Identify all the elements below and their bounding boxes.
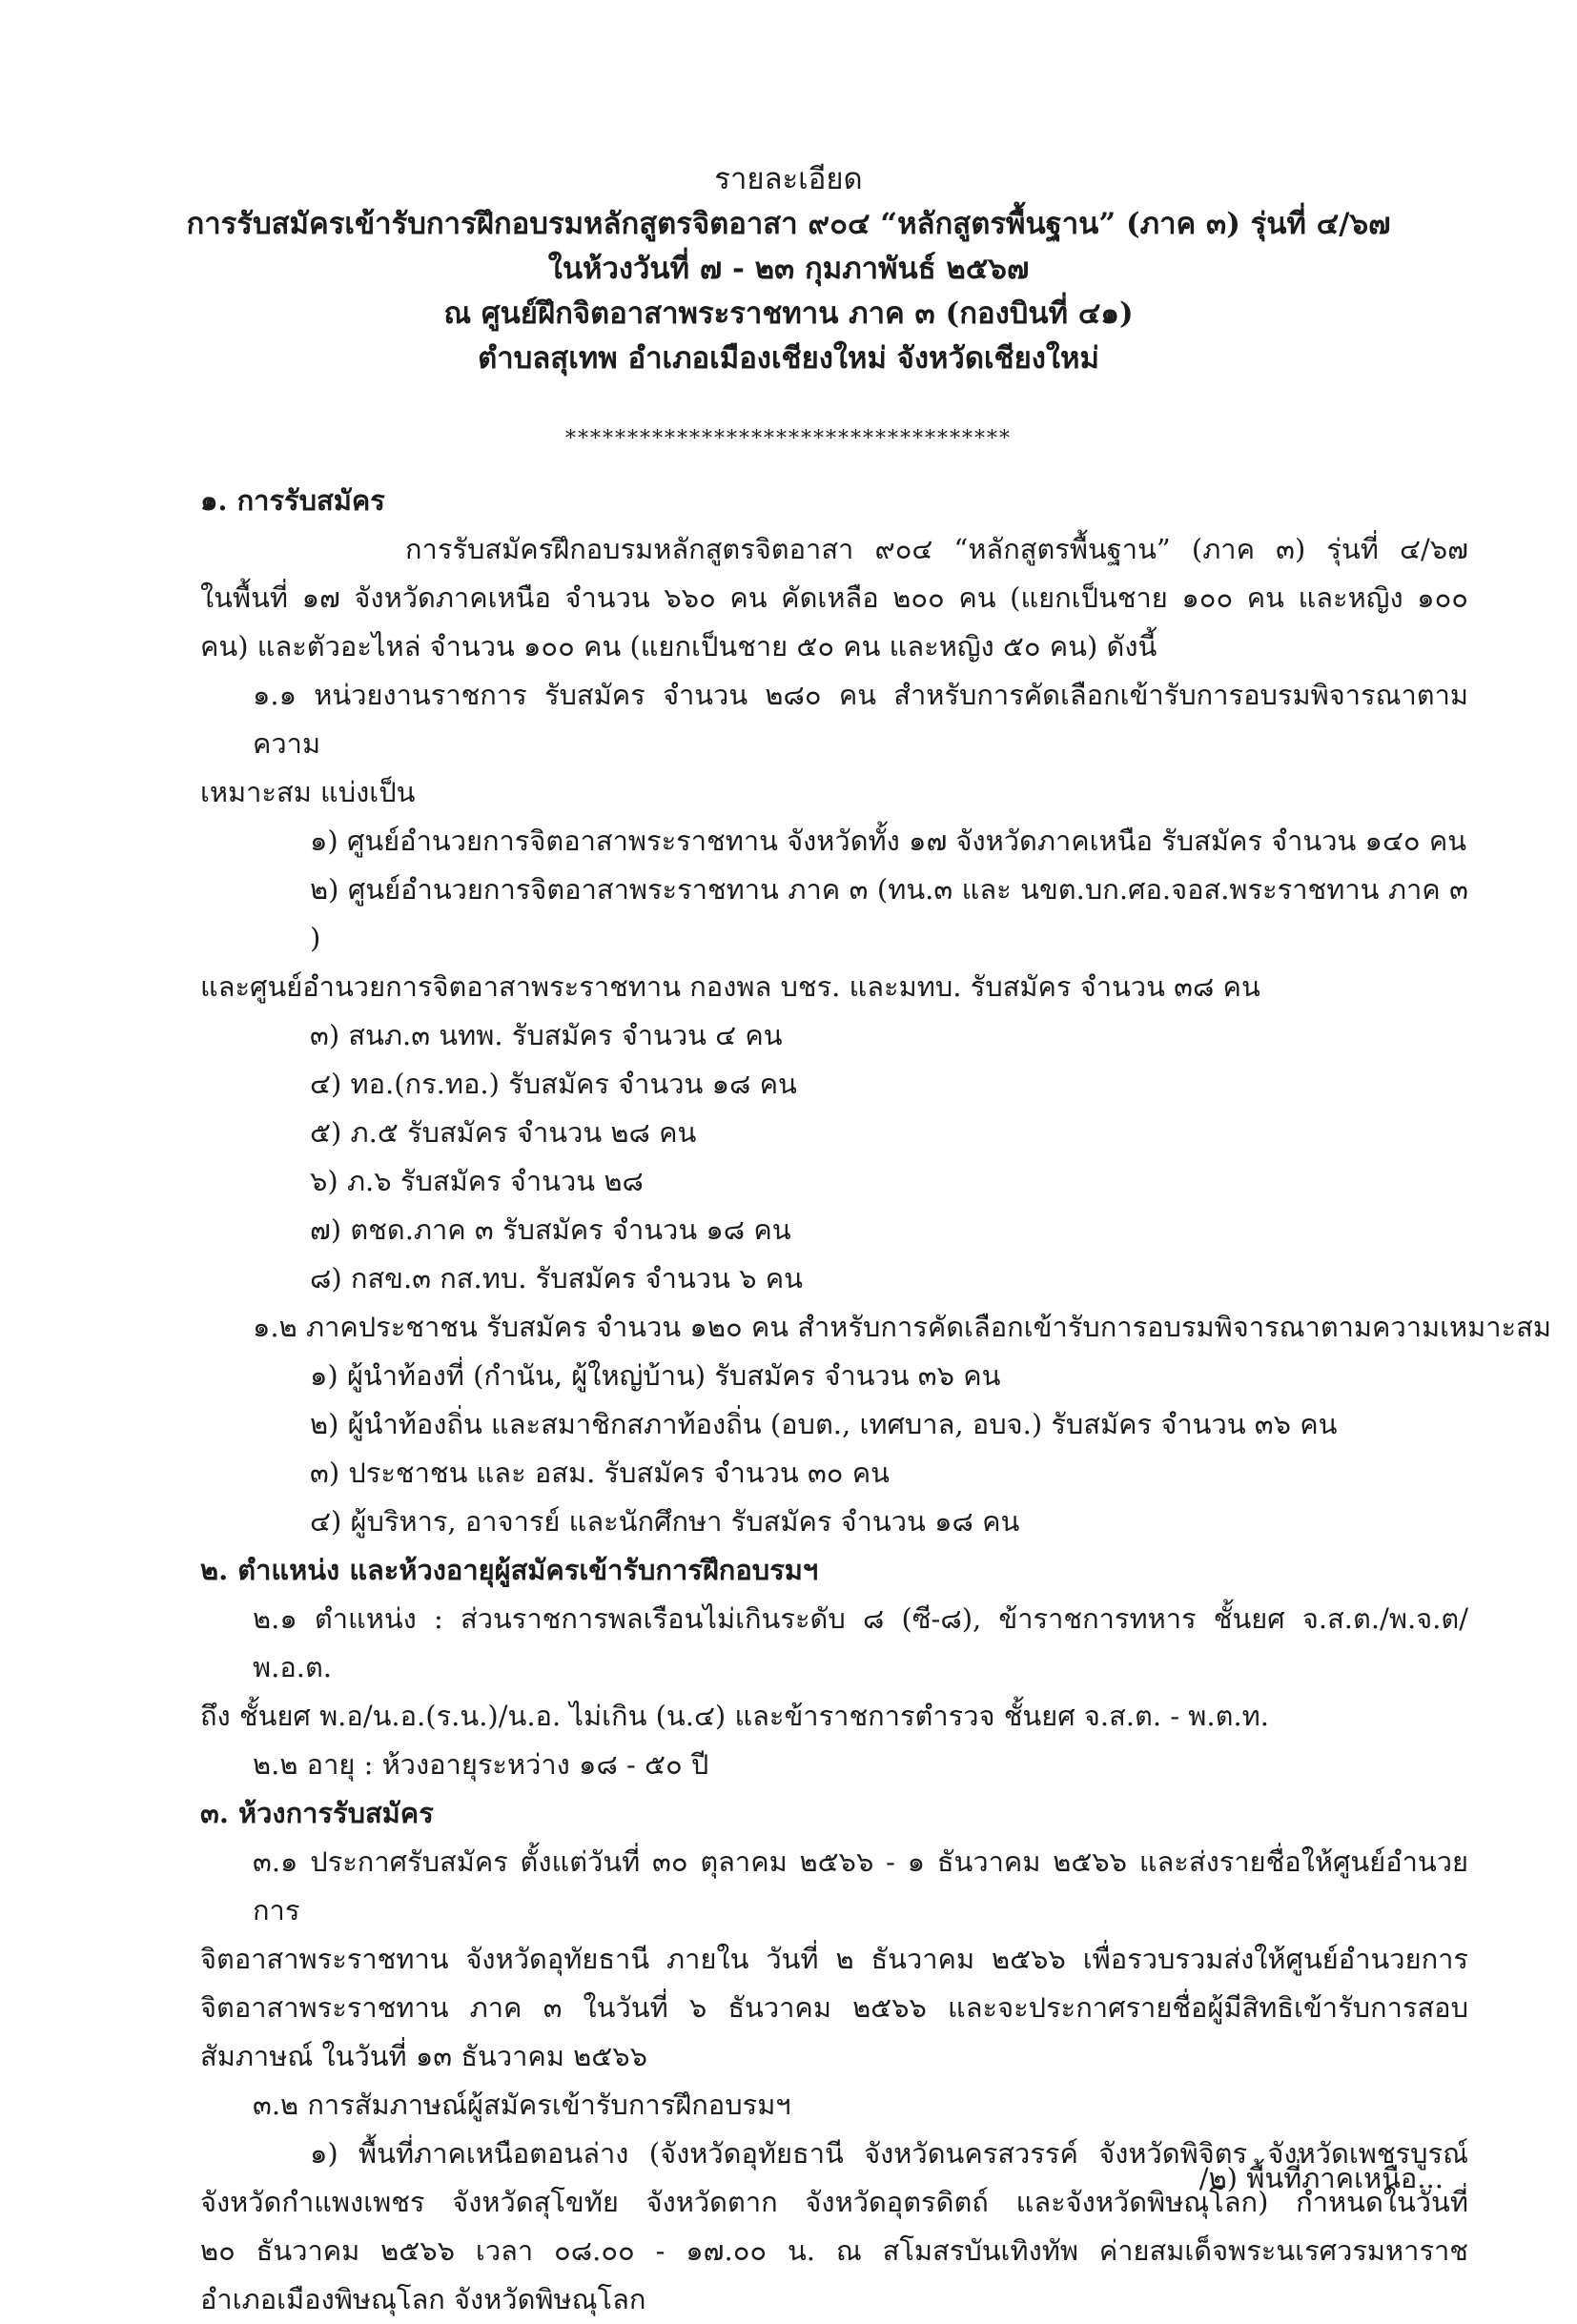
- list-item: ๕) ภ.๕ รับสมัคร จำนวน ๒๘ คน: [310, 1116, 697, 1149]
- list-item-continuation: จังหวัดกำแพงเพชร จังหวัดสุโขทัย จังหวัดตาก จังหวัดอุตรดิตถ์ และจังหวัดพิษณุโลก) กำหนดในวันที่: [200, 2186, 1468, 2218]
- subsection-1-1-line: เหมาะสม แบ่งเป็น: [200, 776, 416, 808]
- header-line-3: ในห้วงวันที่ ๗ - ๒๓ กุมภาพันธ์ ๒๕๖๗: [547, 252, 1030, 286]
- subsection-3-1-line: จิตอาสาพระราชทาน จังหวัดอุทัยธานี ภายใน วันที่ ๒ ธันวาคม ๒๕๖๖ เพื่อรวบรวมส่งให้ศูนย์อำนวยการ: [200, 1943, 1468, 1975]
- header-line-1: รายละเอียด: [714, 162, 863, 196]
- section-2-title: ๒. ตำแหน่ง และห้วงอายุผู้สมัครเข้ารับการฝึกอบรมฯ: [200, 1554, 819, 1586]
- header-line-2: การรับสมัครเข้ารับการฝึกอบรมหลักสูตรจิตอาสา ๙๐๔ “หลักสูตรพื้นฐาน” (ภาค ๓) รุ่นที่ ๔/๖๗: [186, 207, 1391, 241]
- list-item: ๑) พื้นที่ภาคเหนือตอนล่าง (จังหวัดอุทัยธานี จังหวัดนครสวรรค์ จังหวัดพิจิตร จังหวัดเพชรบูรณ์: [310, 2137, 1468, 2170]
- list-item: ๒) ผู้นำท้องถิ่น และสมาชิกสภาท้องถิ่น (อบต., เทศบาล, อบจ.) รับสมัคร จำนวน ๓๖ คน: [310, 1408, 1338, 1440]
- subsection-1-1-line: ๑.๑ หน่วยงานราชการ รับสมัคร จำนวน ๒๘๐ คน สำหรับการคัดเลือกเข้ารับการอบรมพิจารณาตามความ: [253, 679, 1468, 760]
- subsection-3-1-line: จิตอาสาพระราชทาน ภาค ๓ ในวันที่ ๖ ธันวาคม ๒๕๖๖ และจะประกาศรายชื่อผู้มีสิทธิเข้ารับการสอบ: [200, 1991, 1468, 2024]
- subsection-3-1-line: สัมภาษณ์ ในวันที่ ๑๓ ธันวาคม ๒๕๖๖: [200, 2040, 648, 2072]
- page-continuation-note: /๒) พื้นที่ภาคเหนือ...: [1198, 2162, 1444, 2194]
- section-3-title: ๓. ห้วงการรับสมัคร: [200, 1797, 434, 1829]
- section-1-intro-line: การรับสมัครฝึกอบรมหลักสูตรจิตอาสา ๙๐๔ “หลักสูตรพื้นฐาน” (ภาค ๓) รุ่นที่ ๔/๖๗: [405, 533, 1468, 565]
- separator-stars: ************************************: [565, 427, 1012, 451]
- list-item: ๔) ทอ.(กร.ทอ.) รับสมัคร จำนวน ๑๘ คน: [310, 1068, 797, 1100]
- header-line-4: ณ ศูนย์ฝึกจิตอาสาพระราชทาน ภาค ๓ (กองบินที่ ๔๑): [443, 296, 1134, 331]
- list-item-continuation: อำเภอเมืองพิษณุโลก จังหวัดพิษณุโลก: [200, 2283, 646, 2315]
- subsection-2-1-line: ถึง ชั้นยศ พ.อ/น.อ.(ร.น.)/น.อ. ไม่เกิน (น.๔) และข้าราชการตำรวจ ชั้นยศ จ.ส.ต. - พ.ต.ท.: [200, 1700, 1270, 1732]
- subsection-2-2-line: ๒.๒ อายุ : ห้วงอายุระหว่าง ๑๘ - ๕๐ ปี: [253, 1748, 709, 1781]
- list-item: ๖) ภ.๖ รับสมัคร จำนวน ๒๘: [310, 1165, 644, 1197]
- list-item: ๑) ศูนย์อำนวยการจิตอาสาพระราชทาน จังหวัดทั้ง ๑๗ จังหวัดภาคเหนือ รับสมัคร จำนวน ๑๔๐ คน: [310, 825, 1467, 857]
- list-item-continuation: ๒๐ ธันวาคม ๒๕๖๖ เวลา ๐๘.๐๐ - ๑๗.๐๐ น. ณ สโมสรบันเทิงทัพ ค่ายสมเด็จพระนเรศวรมหาราช: [200, 2234, 1468, 2267]
- document-header: [0, 157, 1577, 381]
- document-body: [200, 477, 1551, 2324]
- subsection-1-2-line: ๑.๒ ภาคประชาชน รับสมัคร จำนวน ๑๒๐ คน สำหรับการคัดเลือกเข้ารับการอบรมพิจารณาตามความเหมาะสม: [253, 1311, 1551, 1343]
- list-item: ๘) กสข.๓ กส.ทบ. รับสมัคร จำนวน ๖ คน: [310, 1262, 803, 1295]
- section-1-intro-line: ในพื้นที่ ๑๗ จังหวัดภาคเหนือ จำนวน ๖๖๐ คน คัดเหลือ ๒๐๐ คน (แยกเป็นชาย ๑๐๐ คน และหญิง ๑๐๐: [200, 581, 1468, 614]
- list-item: ๔) ผู้บริหาร, อาจารย์ และนักศึกษา รับสมัคร จำนวน ๑๘ คน: [310, 1505, 1020, 1538]
- subsection-2-1-line: ๒.๑ ตำแหน่ง : ส่วนราชการพลเรือนไม่เกินระดับ ๘ (ซี-๘), ข้าราชการทหาร ชั้นยศ จ.ส.ต./พ.จ.ต/พ.อ.ต.: [253, 1602, 1468, 1683]
- list-item-continuation: และศูนย์อำนวยการจิตอาสาพระราชทาน กองพล บชร. และมทบ. รับสมัคร จำนวน ๓๘ คน: [200, 970, 1260, 1003]
- subsection-3-2-line: ๓.๒ การสัมภาษณ์ผู้สมัครเข้ารับการฝึกอบรมฯ: [253, 2089, 791, 2121]
- section-1-intro-line: คน) และตัวอะไหล่ จำนวน ๑๐๐ คน (แยกเป็นชาย ๕๐ คน และหญิง ๕๐ คน) ดังนี้: [200, 630, 1157, 663]
- list-item: ๗) ตชด.ภาค ๓ รับสมัคร จำนวน ๑๘ คน: [310, 1213, 791, 1246]
- subsection-3-1-line: ๓.๑ ประกาศรับสมัคร ตั้งแต่วันที่ ๓๐ ตุลาคม ๒๕๖๖ - ๑ ธันวาคม ๒๕๖๖ และส่งรายชื่อให้ศูนย์อำนวยการ: [253, 1845, 1468, 1926]
- header-line-5: ตำบลสุเทพ อำเภอเมืองเชียงใหม่ จังหวัดเชียงใหม่: [478, 341, 1099, 376]
- list-item: ๓) ประชาชน และ อสม. รับสมัคร จำนวน ๓๐ คน: [310, 1457, 890, 1489]
- section-1-intro: [200, 525, 1468, 671]
- list-item: ๓) สนภ.๓ นทพ. รับสมัคร จำนวน ๔ คน: [310, 1019, 783, 1051]
- list-item: ๒) ศูนย์อำนวยการจิตอาสาพระราชทาน ภาค ๓ (ทน.๓ และ นขต.บก.ศอ.จอส.พระราชทาน ภาค ๓ ): [310, 873, 1468, 954]
- section-1-title: ๑. การรับสมัคร: [200, 484, 385, 517]
- list-item: ๑) ผู้นำท้องที่ (กำนัน, ผู้ใหญ่บ้าน) รับสมัคร จำนวน ๓๖ คน: [310, 1359, 1001, 1392]
